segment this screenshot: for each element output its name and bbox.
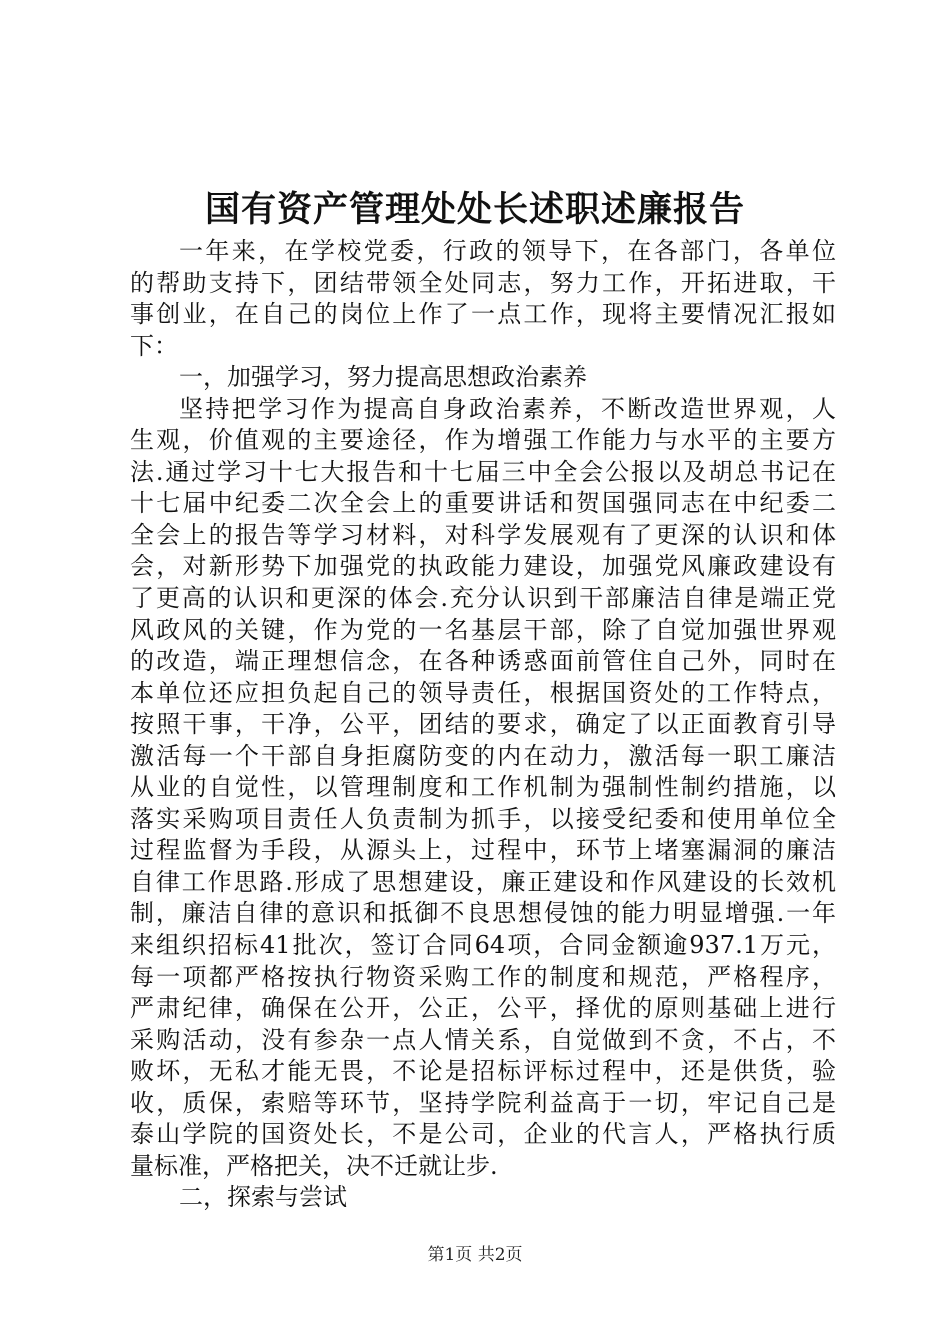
paragraph-line: 一年来，在学校党委，行政的领导下，在各部门，各单位	[179, 237, 836, 265]
paragraph-line: 的帮助支持下，团结带领全处同志，努力工作，开拓进取，干	[130, 268, 836, 297]
document-title: 国有资产管理处处长述职述廉报告	[204, 189, 745, 230]
paragraph-line: 激活每一个干部自身拒腐防变的内在动力，激活每一职工廉洁	[130, 741, 836, 770]
paragraph-line: 自律工作思路.形成了思想建设，廉正建设和作风建设的长效机	[130, 867, 836, 896]
paragraph-line: 风政风的关键，作为党的一名基层干部，除了自觉加强世界观	[130, 615, 836, 644]
paragraph-line: 生观，价值观的主要途径，作为增强工作能力与水平的主要方	[130, 426, 836, 455]
paragraph-line: 全会上的报告等学习材料，对科学发展观有了更深的认识和体	[130, 520, 836, 549]
paragraph-line: 事创业，在自己的岗位上作了一点工作，现将主要情况汇报如	[130, 300, 836, 329]
section-heading: 一，加强学习，努力提高思想政治素养	[179, 363, 587, 392]
paragraph-line: 按照干事，干净，公平，团结的要求，确定了以正面教育引导	[130, 710, 836, 739]
paragraph-line: 采购活动，没有参杂一点人情关系，自觉做到不贪，不占，不	[130, 1025, 836, 1054]
section-heading: 二，探索与尝试	[179, 1183, 347, 1212]
paragraph-line: 收，质保，索赔等环节，坚持学院利益高于一切，牢记自己是	[130, 1088, 836, 1117]
paragraph-line: 会，对新形势下加强党的执政能力建设，加强党风廉政建设有	[130, 552, 836, 581]
document-body	[130, 236, 836, 1214]
paragraph-line: 每一项都严格按执行物资采购工作的制度和规范，严格程序，	[130, 962, 836, 991]
page-footer: 第1页 共2页	[427, 1245, 523, 1265]
paragraph-line: 从业的自觉性，以管理制度和工作机制为强制性制约措施，以	[130, 773, 836, 802]
paragraph-line: 泰山学院的国资处长，不是公司，企业的代言人，严格执行质	[130, 1120, 836, 1149]
paragraph-line: 落实采购项目责任人负责制为抓手，以接受纪委和使用单位全	[130, 804, 836, 833]
paragraph-line: 来组织招标41批次，签订合同64项，合同金额逾937.1万元，	[130, 931, 836, 960]
paragraph-line: 法.通过学习十七大报告和十七届三中全会公报以及胡总书记在	[130, 457, 836, 486]
paragraph-line: 坚持把学习作为提高自身政治素养，不断改造世界观，人	[179, 394, 836, 423]
paragraph-line: 制，廉洁自律的意识和抵御不良思想侵蚀的能力明显增强.一年	[130, 899, 836, 928]
paragraph-line: 败坏，无私才能无畏，不论是招标评标过程中，还是供货，验	[130, 1057, 836, 1086]
paragraph-line: 了更高的认识和更深的体会.充分认识到干部廉洁自律是端正党	[130, 584, 836, 613]
paragraph-line: 下：	[130, 331, 178, 360]
paragraph-line: 严肃纪律，确保在公开，公正，公平，择优的原则基础上进行	[130, 994, 836, 1023]
paragraph-line: 量标准，严格把关，决不迁就让步.	[130, 1151, 498, 1180]
paragraph-line: 本单位还应担负起自己的领导责任，根据国资处的工作特点，	[130, 678, 836, 707]
paragraph-line: 的改造，端正理想信念，在各种诱惑面前管住自己外，同时在	[130, 647, 836, 676]
paragraph-line: 过程监督为手段，从源头上，过程中，环节上堵塞漏洞的廉洁	[130, 836, 836, 865]
paragraph-line: 十七届中纪委二次全会上的重要讲话和贺国强同志在中纪委二	[130, 489, 836, 518]
